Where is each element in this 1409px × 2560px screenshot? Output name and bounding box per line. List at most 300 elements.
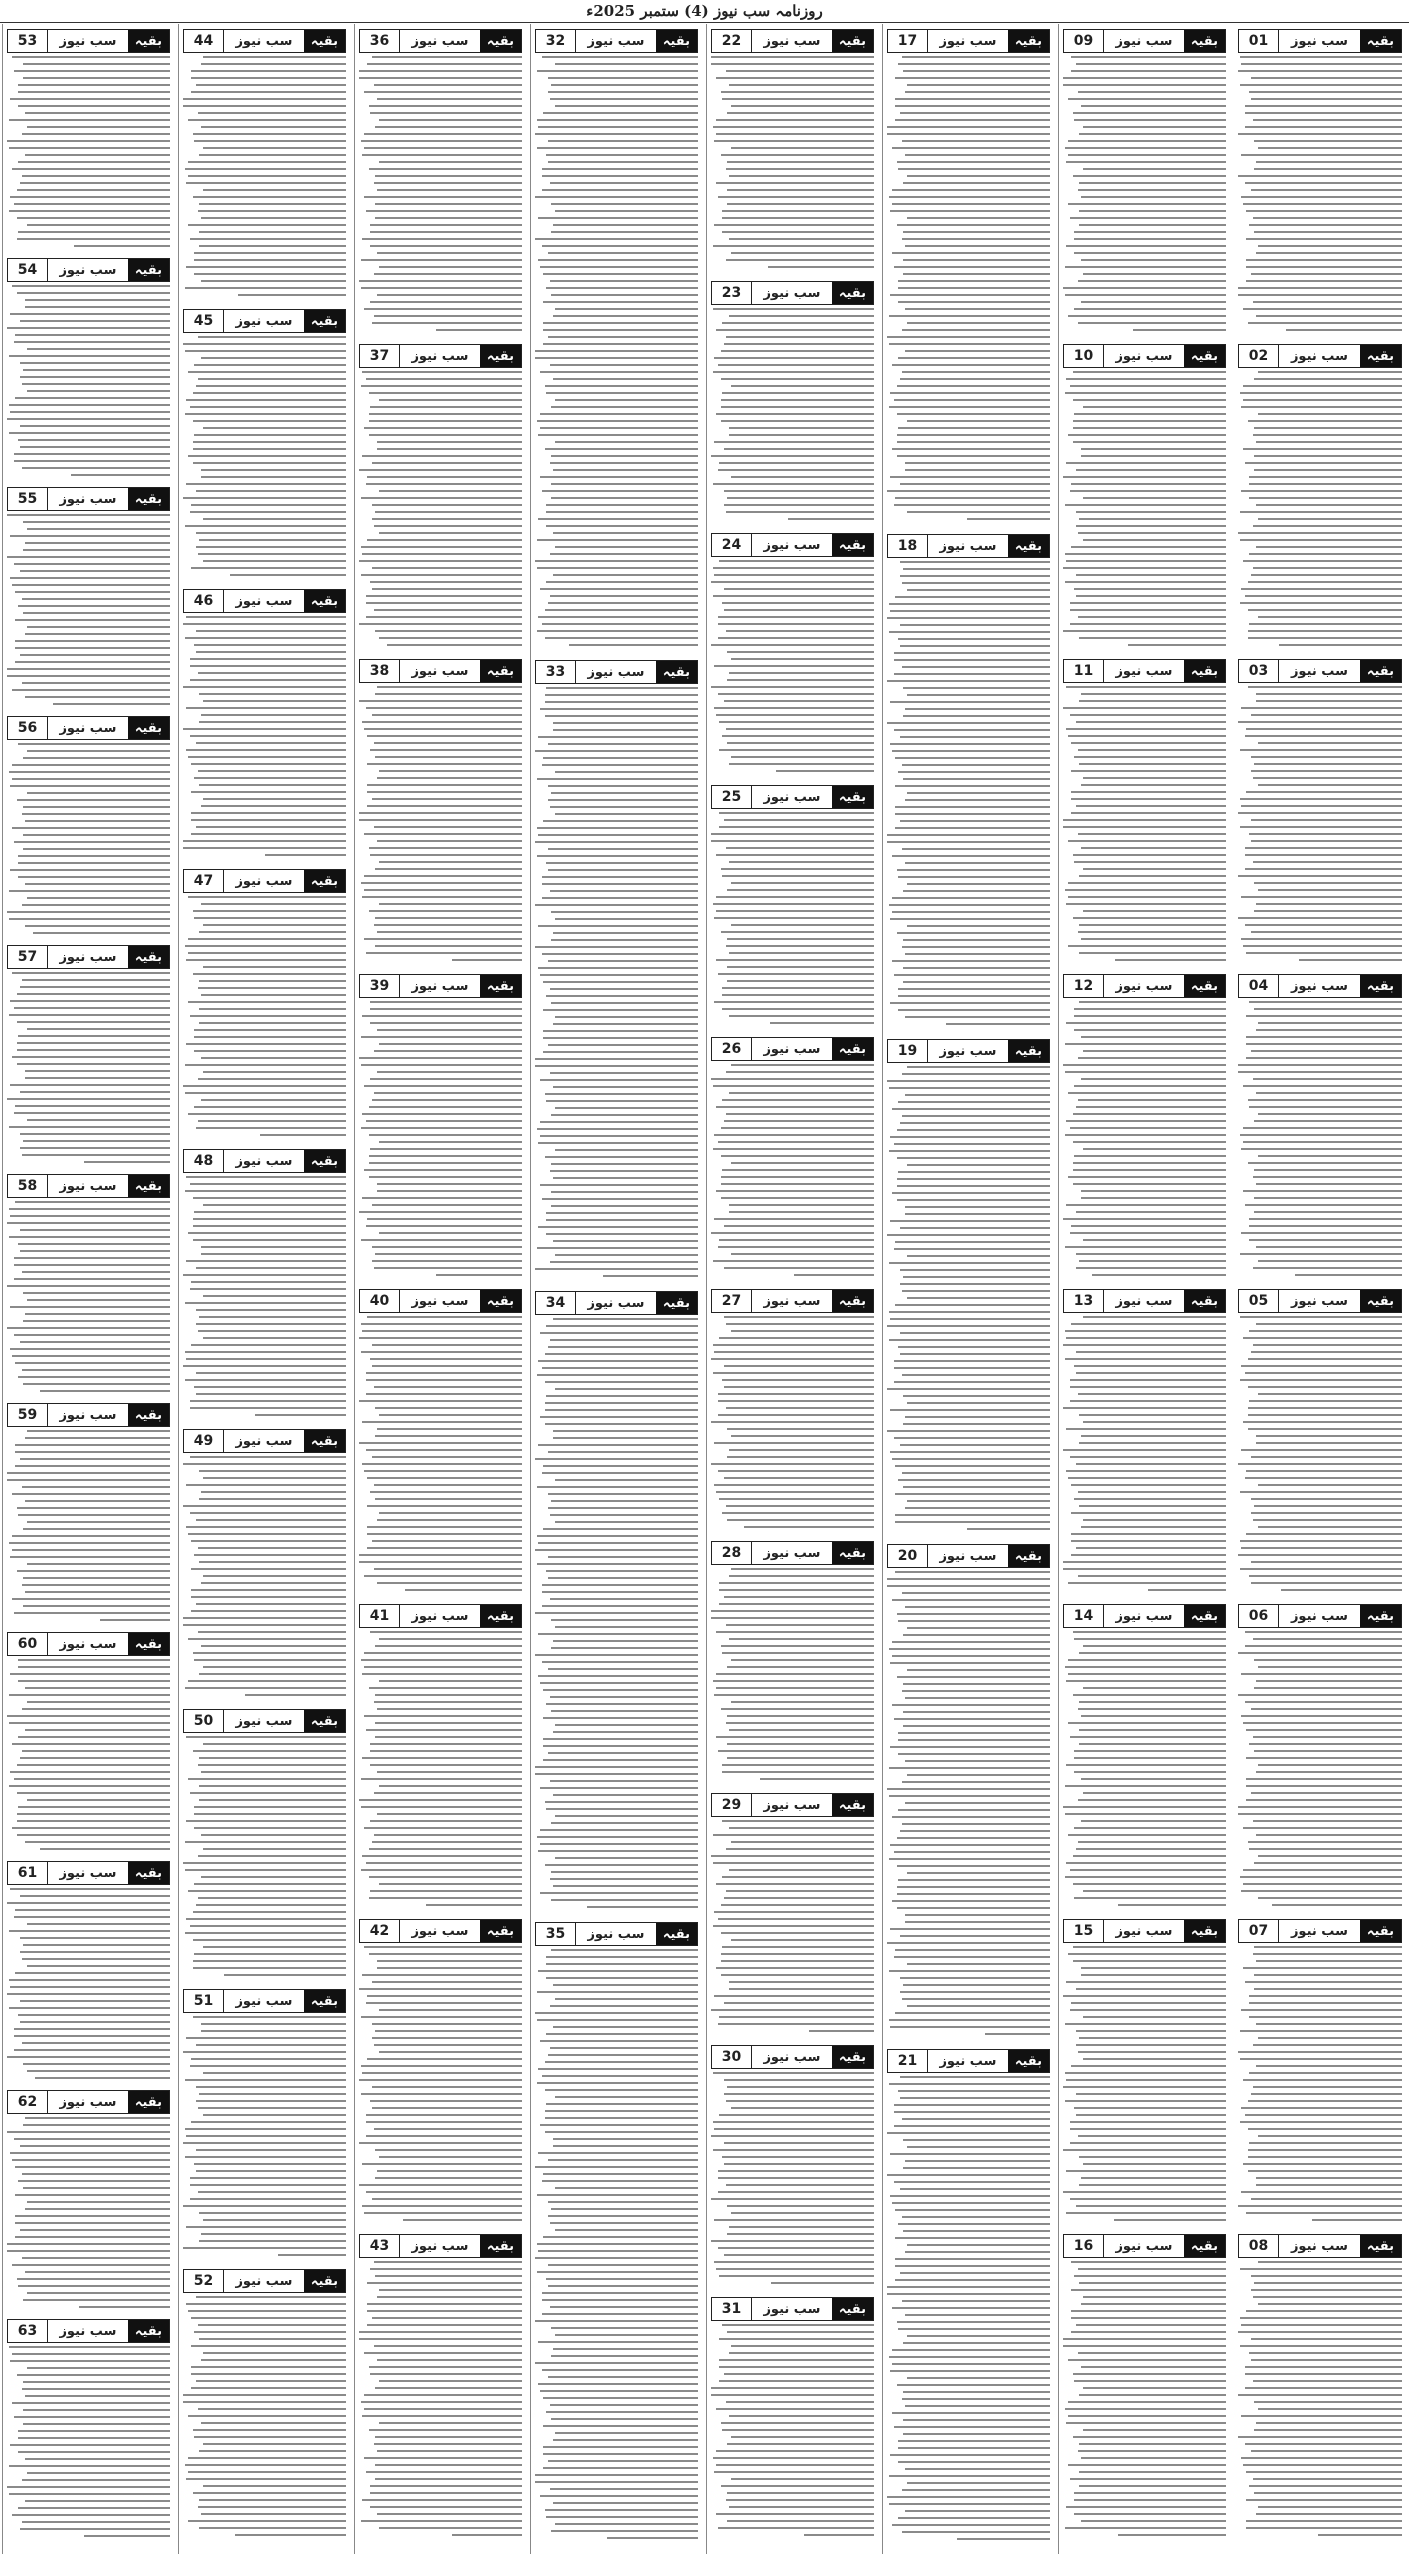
text-line: [907, 217, 1050, 219]
text-line: [892, 147, 1050, 149]
text-line: [23, 848, 170, 850]
text-line: [545, 1864, 698, 1866]
page-masthead: روزنامہ سب نیوز (4) ستمبر 2025ء: [0, 0, 1409, 23]
text-line: [1081, 2366, 1226, 2368]
text-line: [23, 1140, 170, 1142]
text-line: [724, 1897, 874, 1899]
box-baqia-label: بقیہ: [1008, 1545, 1049, 1567]
text-line: [1078, 91, 1226, 93]
text-line: [1073, 441, 1226, 443]
box-baqia-label: بقیہ: [832, 1794, 873, 1816]
text-line: [890, 1136, 1050, 1138]
text-line: [905, 953, 1050, 955]
box-number: 48: [184, 1150, 224, 1172]
text-line: [537, 1374, 698, 1376]
text-line: [27, 2070, 170, 2072]
text-line: [361, 140, 522, 142]
text-line: [718, 1246, 874, 1248]
text-line: [887, 1578, 1050, 1580]
text-line: [372, 2107, 522, 2109]
text-line: [359, 623, 522, 625]
text-line: [1074, 252, 1226, 254]
text-line: [727, 1743, 874, 1745]
text-line: [372, 1260, 522, 1262]
text-line: [1065, 553, 1226, 555]
text-line: [362, 2205, 522, 2207]
text-line: [545, 1156, 698, 1158]
text-line: [898, 357, 1050, 359]
text-line: [23, 2423, 170, 2425]
text-line: [724, 1477, 874, 1479]
text-line: [25, 820, 170, 822]
box-baqia-label: بقیہ: [1360, 975, 1401, 997]
text-line: [7, 327, 170, 329]
text-line: [550, 1696, 698, 1698]
text-line: [375, 203, 522, 205]
text-line: [895, 105, 1050, 107]
text-line: [1076, 805, 1226, 807]
text-line: [1256, 1442, 1402, 1444]
text-line: [1240, 2121, 1402, 2123]
text-line: [201, 805, 346, 807]
text-line: [1249, 1225, 1402, 1227]
text-line: [907, 420, 1050, 422]
text-line: [22, 1708, 170, 1710]
text-line: [555, 2096, 698, 2098]
text-line: [370, 1358, 522, 1360]
text-line: [377, 1428, 522, 1430]
text-line: [721, 399, 874, 401]
text-line: [194, 1211, 346, 1213]
text-line: [1240, 1379, 1402, 1381]
text-line: [1066, 245, 1226, 247]
text-line: [9, 2007, 170, 2009]
text-line: [1251, 2289, 1402, 2291]
text-line: [1258, 742, 1402, 744]
text-line: [375, 693, 522, 695]
text-line: [22, 2479, 170, 2481]
text-line: [1249, 1106, 1402, 1108]
text-line: [731, 476, 874, 478]
text-line: [364, 2352, 522, 2354]
text-line: [1253, 2044, 1402, 2046]
text-line: [718, 623, 874, 625]
text-line: [1253, 2478, 1402, 2480]
text-line: [1063, 476, 1226, 478]
text-line: [377, 2450, 522, 2452]
text-line: [1251, 2275, 1402, 2277]
text-line: [729, 1869, 874, 1871]
text-line: [188, 2471, 346, 2473]
text-line: [17, 799, 170, 801]
text-line: [545, 637, 698, 639]
text-line: [1081, 2520, 1226, 2522]
text-line: [191, 2121, 346, 2123]
text-line: [1073, 1960, 1226, 1962]
text-line: [1240, 2268, 1402, 2270]
text-line: [727, 2233, 874, 2235]
text-line: [1074, 1750, 1226, 1752]
text-line: [889, 2503, 1050, 2505]
text-line: [1078, 1099, 1226, 1101]
text-line: [23, 2409, 170, 2411]
text-line: [366, 2135, 522, 2137]
text-line: [1074, 231, 1226, 233]
text-line: [545, 715, 698, 717]
box-source-label: سب نیوز: [411, 663, 469, 679]
text-line: [545, 701, 698, 703]
text-line: [548, 1346, 698, 1348]
text-line: [542, 1584, 698, 1586]
text-line: [20, 1341, 170, 1343]
text-line: [553, 1640, 698, 1642]
text-line: [1070, 714, 1226, 716]
text-line: [1074, 2107, 1226, 2109]
text-line: [1078, 532, 1226, 534]
box-baqia-label: بقیہ: [480, 1920, 521, 1942]
text-line: [193, 2492, 346, 2494]
text-line: [718, 2177, 874, 2179]
text-line: [9, 432, 170, 434]
text-line: [198, 112, 346, 114]
text-line: [545, 448, 698, 450]
text-line: [379, 2422, 522, 2424]
text-line: [1076, 2093, 1226, 2095]
text-line: [724, 2163, 874, 2165]
text-line: [905, 154, 1050, 156]
text-line: [1083, 1519, 1226, 1521]
text-line: [1068, 896, 1226, 898]
text-line: [1076, 1547, 1226, 1549]
text-line: [1253, 861, 1402, 863]
text-line: [23, 757, 170, 759]
text-line: [359, 1988, 522, 1990]
text-line: [1074, 1827, 1226, 1829]
text-line: [724, 2142, 874, 2144]
text-line: [1249, 1848, 1402, 1850]
text-line: [1258, 1260, 1402, 1262]
text-line: [890, 2195, 1050, 2197]
text-line: [555, 1998, 698, 2000]
text-line: [719, 1239, 874, 1241]
text-line: [553, 1794, 698, 1796]
text-line: [724, 1365, 874, 1367]
text-line: [1248, 1407, 1402, 1409]
text-line: [194, 1036, 346, 1038]
text-line: [731, 1435, 874, 1437]
text-line: [1249, 1400, 1402, 1402]
box-source-label: سب نیوز: [235, 313, 293, 329]
text-line: [361, 1778, 522, 1780]
text-line: [186, 1736, 346, 1738]
text-line: [22, 383, 170, 385]
text-line: [907, 2146, 1050, 2148]
text-line: [1256, 2513, 1402, 2515]
text-line: [374, 1568, 522, 1570]
text-line: [22, 175, 170, 177]
text-line: [1246, 1057, 1402, 1059]
text-line: [719, 1589, 874, 1591]
box-baqia-label: بقیہ: [1184, 660, 1225, 682]
text-line: [1083, 2163, 1226, 2165]
box-number: 52: [184, 2270, 224, 2292]
continuation-box-15: [1063, 1919, 1226, 1943]
text-line: [722, 2324, 874, 2326]
text-line: [555, 1724, 698, 1726]
text-line: [20, 2229, 170, 2231]
text-line: [7, 2243, 170, 2245]
text-line: [186, 1260, 346, 1262]
text-line: [1256, 2422, 1402, 2424]
text-line: [377, 1813, 522, 1815]
text-line: [27, 224, 170, 226]
text-line: [1279, 644, 1402, 646]
text-line: [1063, 567, 1226, 569]
text-line: [1241, 2107, 1402, 2109]
box-number: 44: [184, 30, 224, 52]
text-line: [903, 1423, 1050, 1425]
text-line: [374, 826, 522, 828]
text-line: [905, 2468, 1050, 2470]
text-line: [190, 658, 346, 660]
text-line: [362, 154, 522, 156]
text-line: [895, 1514, 1050, 1516]
text-line: [1248, 1414, 1402, 1416]
text-line: [369, 1162, 522, 1164]
text-line: [366, 2002, 522, 2004]
text-line: [1073, 1946, 1226, 1948]
text-line: [727, 161, 874, 163]
text-line: [1256, 700, 1402, 702]
text-line: [201, 1246, 346, 1248]
text-line: [542, 490, 698, 492]
text-line: [188, 1680, 346, 1682]
text-line: [1065, 294, 1226, 296]
text-line: [1248, 686, 1402, 688]
text-line: [10, 1348, 170, 1350]
text-line: [201, 2422, 346, 2424]
text-line: [1083, 1050, 1226, 1052]
box-source-label: سب نیوز: [763, 1041, 821, 1057]
text-line: [714, 1995, 874, 1997]
text-line: [361, 1806, 522, 1808]
text-line: [892, 911, 1050, 913]
text-line: [7, 668, 170, 670]
continuation-box-39: [359, 974, 522, 998]
text-line: [719, 2366, 874, 2368]
text-line: [898, 1809, 1050, 1811]
text-line: [1254, 1687, 1402, 1689]
text-line: [722, 735, 874, 737]
text-line: [194, 252, 346, 254]
text-line: [374, 315, 522, 317]
text-line: [543, 2397, 698, 2399]
text-line: [1114, 2219, 1226, 2221]
text-line: [900, 624, 1050, 626]
text-line: [722, 1512, 874, 1514]
text-line: [543, 301, 698, 303]
text-line: [183, 105, 346, 107]
text-line: [375, 2149, 522, 2151]
box-baqia-label: بقیہ: [304, 1990, 345, 2012]
text-line: [362, 1463, 522, 1465]
text-line: [545, 2061, 698, 2063]
text-line: [1066, 1428, 1226, 1430]
text-line: [375, 126, 522, 128]
text-line: [540, 1332, 698, 1334]
text-line: [7, 911, 170, 913]
text-line: [188, 1778, 346, 1780]
continuation-box-30: [711, 2045, 874, 2069]
text-line: [546, 995, 698, 997]
text-line: [22, 979, 170, 981]
text-line: [203, 560, 346, 562]
text-line: [535, 2474, 698, 2476]
text-line: [196, 2380, 346, 2382]
text-line: [1079, 637, 1226, 639]
text-line: [551, 203, 698, 205]
text-line: [1245, 2387, 1402, 2389]
text-line: [722, 231, 874, 233]
text-line: [545, 1353, 698, 1355]
text-line: [713, 567, 874, 569]
text-line: [190, 238, 346, 240]
text-line: [25, 1313, 170, 1315]
text-line: [1241, 805, 1402, 807]
text-line: [1063, 2149, 1226, 2151]
text-line: [887, 2286, 1050, 2288]
text-line: [892, 1704, 1050, 1706]
text-line: [555, 813, 698, 815]
text-line: [900, 112, 1050, 114]
text-line: [902, 56, 1050, 58]
text-line: [540, 2495, 698, 2497]
text-line: [1071, 1540, 1226, 1542]
text-line: [362, 1974, 522, 1976]
text-line: [716, 1736, 874, 1738]
text-line: [903, 2391, 1050, 2393]
text-line: [551, 2355, 698, 2357]
text-line: [1251, 2338, 1402, 2340]
text-line: [372, 798, 522, 800]
text-line: [551, 2327, 698, 2329]
text-line: [540, 1892, 698, 1894]
text-line: [550, 462, 698, 464]
text-line: [1245, 1645, 1402, 1647]
text-line: [22, 813, 170, 815]
text-line: [535, 841, 698, 843]
text-line: [201, 2359, 346, 2361]
text-line: [1074, 1638, 1226, 1640]
text-line: [551, 483, 698, 485]
continuation-text: [359, 1001, 522, 1286]
text-line: [548, 1507, 698, 1509]
text-line: [199, 2450, 346, 2452]
text-line: [555, 63, 698, 65]
text-line: [907, 1627, 1050, 1629]
text-line: [1076, 1351, 1226, 1353]
text-line: [1248, 1162, 1402, 1164]
text-line: [542, 953, 698, 955]
box-source-label: سب نیوز: [59, 262, 117, 278]
text-line: [1071, 2289, 1226, 2291]
text-line: [1248, 2170, 1402, 2172]
text-line: [364, 1715, 522, 1717]
text-line: [370, 2485, 522, 2487]
text-line: [551, 2208, 698, 2210]
text-line: [15, 397, 170, 399]
text-line: [727, 2443, 874, 2445]
text-line: [902, 2398, 1050, 2400]
text-line: [905, 1760, 1050, 1762]
text-line: [1254, 1505, 1402, 1507]
text-line: [1248, 630, 1402, 632]
text-line: [550, 1339, 698, 1341]
text-line: [535, 946, 698, 948]
text-line: [726, 70, 874, 72]
box-number: 47: [184, 870, 224, 892]
text-line: [542, 175, 698, 177]
continuation-text: [535, 1318, 698, 1919]
text-line: [370, 2100, 522, 2102]
text-line: [1073, 1113, 1226, 1115]
text-line: [17, 238, 170, 240]
continuation-box-51: [183, 1989, 346, 2013]
box-baqia-label: بقیہ: [832, 2046, 873, 2068]
text-line: [33, 932, 170, 934]
text-line: [1238, 532, 1402, 534]
continuation-text: [1063, 1946, 1226, 2231]
text-line: [375, 917, 522, 919]
text-line: [199, 1022, 346, 1024]
text-line: [18, 1035, 170, 1037]
text-line: [369, 1106, 522, 1108]
text-line: [377, 294, 522, 296]
text-line: [9, 210, 170, 212]
text-line: [191, 1589, 346, 1591]
text-line: [188, 1113, 346, 1115]
text-line: [1253, 1953, 1402, 1955]
text-line: [201, 2513, 346, 2515]
text-line: [370, 1008, 522, 1010]
text-line: [538, 2383, 698, 2385]
text-line: [546, 687, 698, 689]
text-line: [1249, 497, 1402, 499]
text-line: [188, 896, 346, 898]
text-line: [185, 1190, 346, 1192]
text-line: [890, 2153, 1050, 2155]
text-line: [1063, 1407, 1226, 1409]
text-line: [1070, 2198, 1226, 2200]
text-line: [892, 1641, 1050, 1643]
text-line: [726, 1624, 874, 1626]
text-line: [897, 1907, 1050, 1909]
text-line: [198, 1547, 346, 1549]
text-line: [1243, 1421, 1402, 1423]
text-line: [718, 973, 874, 975]
text-line: [551, 1871, 698, 1873]
text-line: [551, 1949, 698, 1951]
text-line: [894, 2104, 1050, 2106]
text-line: [903, 2167, 1050, 2169]
text-line: [550, 2306, 698, 2308]
text-line: [1063, 2345, 1226, 2347]
box-number: 20: [888, 1545, 928, 1567]
text-line: [387, 644, 522, 646]
text-line: [1241, 2324, 1402, 2326]
text-line: [729, 1211, 874, 1213]
text-line: [548, 2201, 698, 2203]
